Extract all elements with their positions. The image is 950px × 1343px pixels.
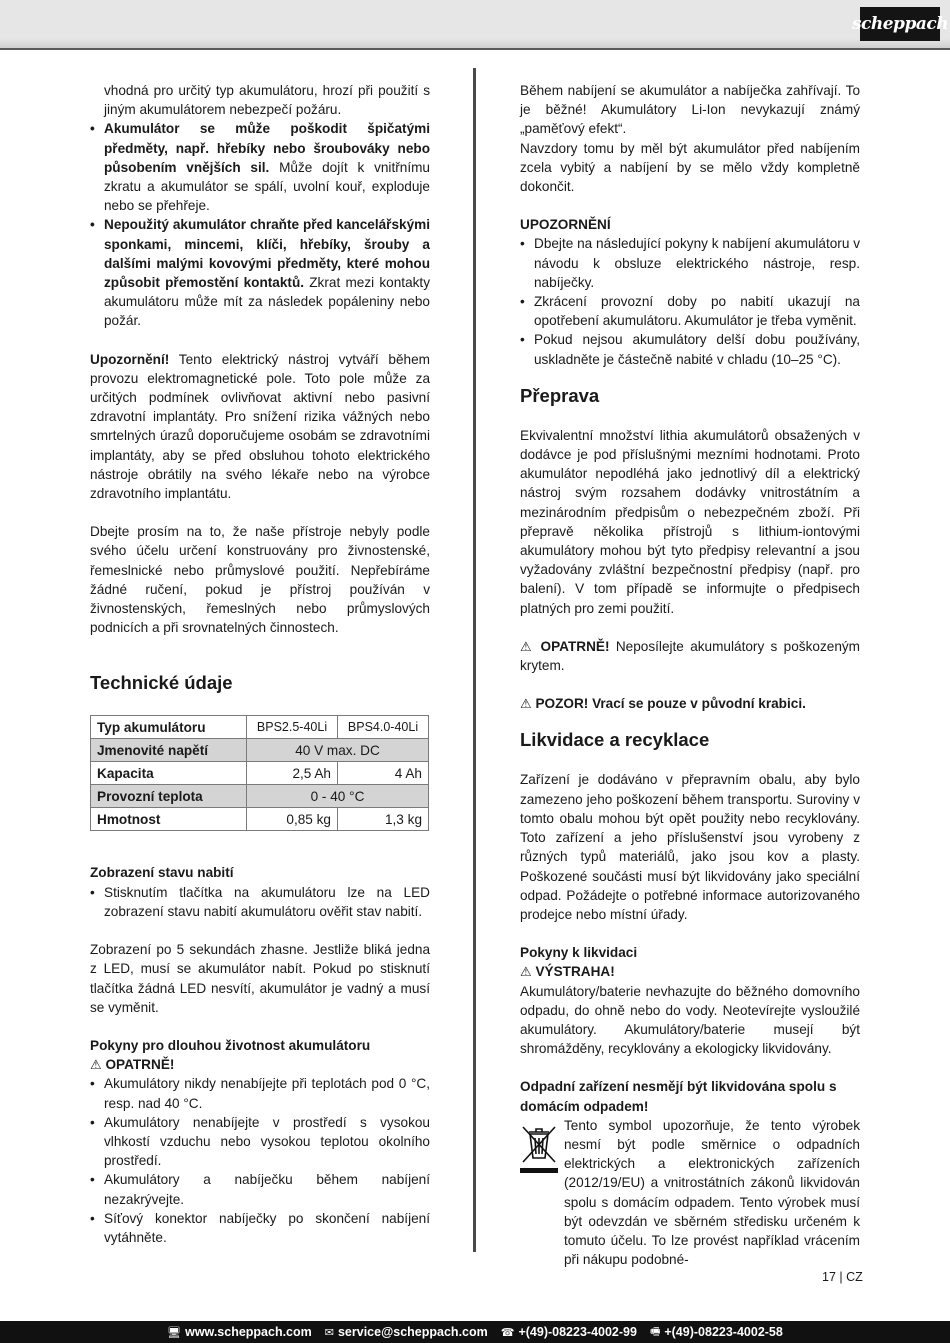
table-row <box>91 785 429 808</box>
section-heading-tech: Technické údaje <box>90 672 233 694</box>
charge-paragraph: Zobrazení po 5 sekundách zhasne. Jestliže bliká jedna z LED, musí se akumulátor nabít. Pokud po stisknutí tlačítka žádná LED nesvítí, akumulátor je vadný a musí se vyměnit. <box>90 942 430 1015</box>
charge-list <box>90 883 430 921</box>
usage-paragraph: Dbejte prosím na to, že naše přístroje nebyly podle svého účelu určení konstruovány pro živnostenské, řemeslnické nebo průmyslové použití. Nepřebíráme žádné ručení, pokud je přístroj používán v živnostenských, řemeslných nebo průmyslových podnicích a při srovnatelných činnostech. <box>90 524 430 636</box>
monitor-icon: 🖥 <box>167 1326 182 1339</box>
attention-text: POZOR! Vrací se pouze v původní krabici. <box>535 696 806 712</box>
cell-label: Jmenovité napětí <box>91 739 247 762</box>
column-divider <box>473 68 476 1252</box>
fax-icon: 🖷 <box>649 1325 661 1338</box>
dispose-warning <box>520 962 860 981</box>
discharge-paragraph: Navzdory tomu by měl být akumulátor před nabíjením zcela vybitý a nabíjení by se mělo vždy kompletně dokončit. <box>520 140 860 195</box>
section-heading-transport: Přeprava <box>520 384 600 406</box>
list-item: • Akumulátory nikdy nenabíjejte při teplotách pod 0 °C, resp. nad 40 °C. <box>90 1074 430 1112</box>
list-item: • Pokud nejsou akumulátory delší dobu používány, uskladněte je částečně nabité v chladu (10–25 °C). <box>520 330 860 368</box>
page-number: 17 | CZ <box>822 1270 863 1284</box>
list-item: • Dbejte na následující pokyny k nabíjení akumulátoru v návodu k obsluze elektrického nástroje, resp. nabíječky. <box>520 234 860 292</box>
list-item: • Akumulátory nenabíjejte v prostředí s vysokou vlhkostí vzduchu nebo vysokou teplotou okolního prostředí. <box>90 1113 430 1171</box>
cell-value: BPS4.0-40Li <box>338 716 429 739</box>
caution-text: Neposílejte akumulátory s poškozeným krytem. <box>520 638 860 674</box>
cell-value: 2,5 Ah <box>247 762 338 785</box>
footer-web-text: www.scheppach.com <box>185 1325 312 1339</box>
warning-icon: ⚠ <box>520 696 532 712</box>
footer-email-text: service@scheppach.com <box>337 1325 488 1339</box>
emf-note <box>90 350 430 504</box>
warning-label: OPATRNĚ! <box>105 1057 175 1073</box>
transport-paragraph: Ekvivalentní množství lithia akumulátorů obsažených v dodávce je pod příslušnými mezními hodnotami. Proto akumulátor nepodléhá jako jednotlivý díl a elektrický nástroj svým rozsahem dodávky vnitrostátním a mezinárodním předpisům o nebezpečném zboží. Při přepravě několika přístrojů s lithium-iontovými akumulátory mohou být tyto předpisy relevantní a jsou vyžadovány zvláštní bezpečnostní předpisy (např. pro balení). V tom případě se informujte o předpisech platných pro zemi použití. <box>520 427 860 616</box>
spec-table <box>90 715 429 831</box>
list-item <box>90 215 430 330</box>
envelope-icon: ✉ <box>324 1326 334 1339</box>
caution-label: OPATRNĚ! <box>540 638 610 654</box>
list-item: • Síťový konektor nabíječky po skončení nabíjení vytáhněte. <box>90 1209 430 1247</box>
footer-phone[interactable] <box>501 1325 637 1339</box>
table-row <box>91 762 429 785</box>
table-row <box>91 739 429 762</box>
footer-fax[interactable] <box>650 1323 783 1342</box>
cell-value: 1,3 kg <box>338 808 429 831</box>
left-column <box>90 81 430 1247</box>
life-heading: Pokyny pro dlouhou životnost akumulátoru <box>90 1037 371 1053</box>
note-text: Tento elektrický nástroj vytváří během provozu elektromagnetické pole. Toto pole může za určitých podmínek ovlivňovat aktivní nebo pasivní zdravotní implantáty. Pro snížení rizika vážných nebo smrtelných úrazů doporučujeme osobám se zdravotními implantáty, aby se před obsluhou tohoto elektrického nástroje obrátily na svého lékaře nebo na výrobce zdravotního implantátu. <box>90 351 430 502</box>
list-item: • Stisknutím tlačítka na akumulátoru lze na LED zobrazení stavu nabití akumulátoru ověřit stav nabití. <box>90 883 430 921</box>
bold-text: Akumulátor se může poškodit špičatými předměty, např. hřebíky nebo šroubováky nebo působením vnějších sil. <box>104 121 430 175</box>
warning-label: VÝSTRAHA! <box>535 964 615 980</box>
cell-value: 40 V max. DC <box>247 739 429 762</box>
cell-value: 0,85 kg <box>247 808 338 831</box>
bold-text: Nepoužitý akumulátor chraňte před kancelářskými sponkami, mincemi, klíči, hřebíky, šrouby a dalšími malými kovovými předměty, které mohou způsobit přemostění kontaktů. <box>104 217 430 291</box>
crossed-bin-icon <box>520 1116 560 1270</box>
note-label: Upozornění! <box>90 351 170 367</box>
weee-block <box>520 1116 860 1270</box>
cell-label: Provozní teplota <box>91 785 247 808</box>
dispose-paragraph: Akumulátory/baterie nevhazujte do běžného domovního odpadu, do ohně nebo do vody. Neotevírejte vysloužilé akumulátory. Akumulátory/baterie musejí být shromážděny, recyklovány a ekologicky likvidovány. <box>520 983 860 1057</box>
list-item: • Akumulátory a nabíječku během nabíjení nezakrývejte. <box>90 1170 430 1208</box>
cell-value: 4 Ah <box>338 762 429 785</box>
footer-fax-text: +(49)-08223-4002-58 <box>664 1325 783 1339</box>
phone-icon: ☎ <box>500 1326 515 1339</box>
life-warning <box>90 1055 430 1074</box>
charge-heading: Zobrazení stavu nabití <box>90 865 234 881</box>
notice-list <box>520 234 860 368</box>
section-heading-disposal: Likvidace a recyklace <box>520 729 710 751</box>
safety-list <box>90 119 430 330</box>
cell-label: Typ akumulátoru <box>91 716 247 739</box>
cell-label: Hmotnost <box>91 808 247 831</box>
disposal-paragraph: Zařízení je dodáváno v přepravním obalu, aby bylo zamezeno jeho poškození během transportu. Suroviny v tomto obalu mohou být opět použity nebo recyklovány. Toto zařízení a jeho příslušenství jsou vyrobeny z různých typů materiálů, jako jsou kov a plasty. Poškozené součásti musí být likvidovány jako speciální odpad. Požádejte o potřebné informace autorizovaného prodejce nebo místní úřady. <box>520 772 860 922</box>
body-text: Může dojít k vnitřnímu zkratu a akumulátor se spálí, uvolní kouř, exploduje nebo se přehřeje. <box>104 159 430 214</box>
right-column <box>520 81 860 1269</box>
caution-note <box>520 637 860 675</box>
footer-email[interactable] <box>325 1325 488 1339</box>
table-row <box>91 716 429 739</box>
weee-heading: Odpadní zařízení nesmějí být likvidována spolu s domácím odpadem! <box>520 1079 837 1114</box>
footer-bar <box>0 1321 950 1343</box>
weee-paragraph: Tento symbol upozorňuje, že tento výrobek nesmí být podle směrnice o odpadních elektrických a elektronických zařízeních (2012/19/EU) a vnitrostátních zákonů likvidován spolu s domácím odpadem. Tento výrobek musí být odevzdán ve sběrném středisku určeném k tomuto účelu. To lze provést například vrácením při nákupu podobné- <box>564 1117 860 1268</box>
body-text: Zkrat mezi kontakty akumulátoru může mít za následek popáleniny nebo požár. <box>104 275 431 329</box>
brand-logo: scheppach <box>860 7 940 41</box>
cell-label: Kapacita <box>91 762 247 785</box>
list-item: • Zkrácení provozní doby po nabití ukazují na opotřebení akumulátoru. Akumulátor je třeba vyměnit. <box>520 292 860 330</box>
attention-note <box>520 694 860 713</box>
list-item <box>90 119 430 215</box>
dispose-heading: Pokyny k likvidaci <box>520 945 638 961</box>
footer-phone-text: +(49)-08223-4002-99 <box>518 1325 637 1339</box>
intro-continuation: vhodná pro určitý typ akumulátoru, hrozí při použití s jiným akumulátorem nebezpečí požáru. <box>104 83 430 118</box>
table-row <box>91 808 429 831</box>
cell-value: 0 - 40 °C <box>247 785 429 808</box>
warning-icon: ⚠ <box>90 1057 102 1073</box>
notice-heading: UPOZORNĚNÍ <box>520 217 611 233</box>
life-list <box>90 1074 430 1247</box>
warning-icon: ⚠ <box>520 964 532 980</box>
heat-paragraph: Během nabíjení se akumulátor a nabíječka zahřívají. To je běžné! Akumulátory Li-Ion nevykazují známý „paměťový efekt“. <box>520 83 860 137</box>
cell-value: BPS2.5-40Li <box>247 716 338 739</box>
warning-icon: ⚠ <box>520 638 535 654</box>
header-bar <box>0 0 950 50</box>
footer-web[interactable] <box>167 1325 312 1339</box>
